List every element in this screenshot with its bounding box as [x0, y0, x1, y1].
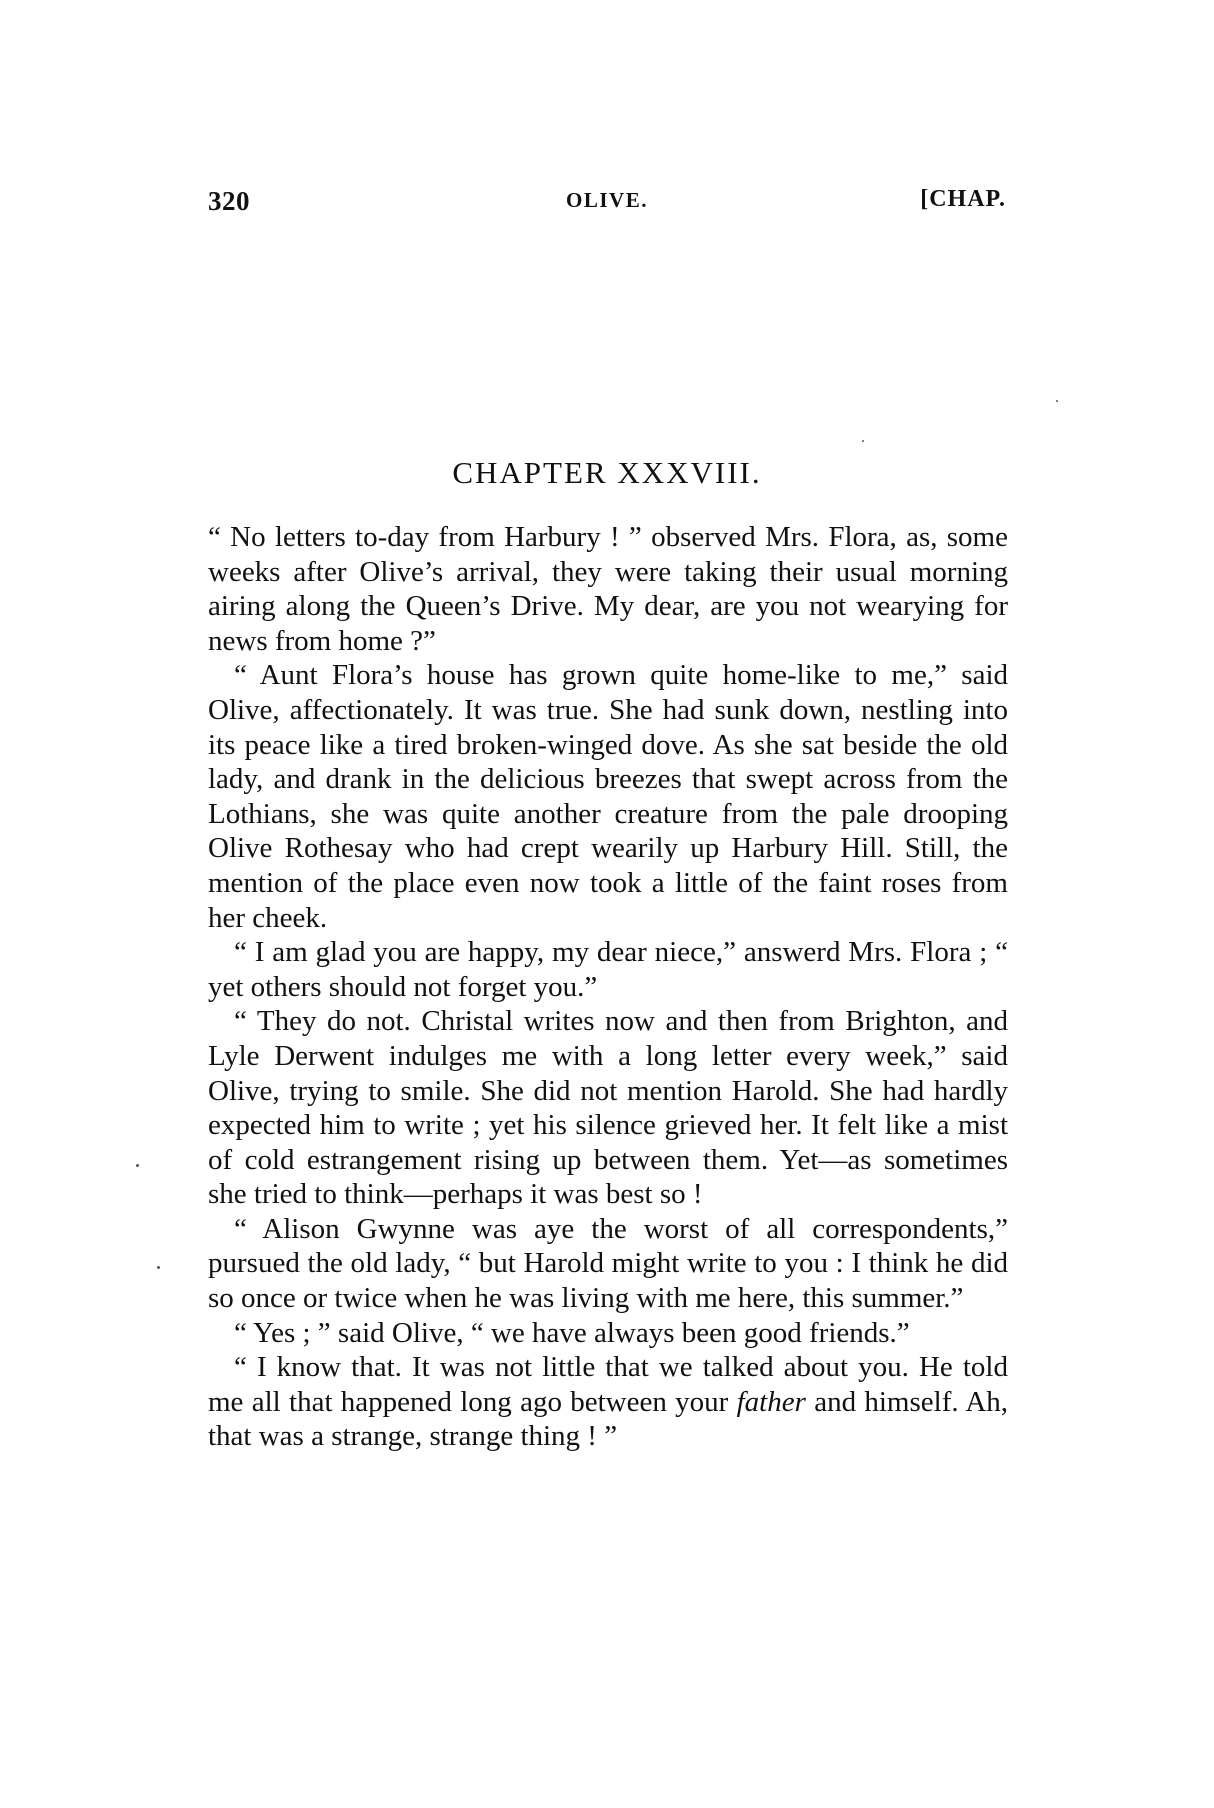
paragraph: “ Yes ; ” said Olive, “ we have always been good friends.”	[234, 1316, 910, 1349]
paragraph	[208, 1350, 1008, 1454]
scan-speck	[157, 1266, 160, 1269]
paragraph: “ Aunt Flora’s house has grown quite home-like to me,” said Olive, affectionately. It was true. She had sunk down, nestling into its peace like a tired broken-winged dove. As she sat beside the old lady, and drank in the delicious breezes that swept across from the Lothians, she was quite another creature from the pale drooping Olive Rothesay who had crept wearily up Harbury Hill. Still, the mention of the place even now took a little of the faint roses from her cheek.	[208, 659, 1008, 934]
chapter-marker: [CHAP.	[920, 186, 1006, 212]
paragraph-text: and himself. Ah, that was a strange, strange thing ! ”	[208, 1385, 1009, 1453]
scan-speck	[862, 440, 864, 442]
paragraph: “ Alison Gwynne was aye the worst of all correspondents,” pursued the old lady, “ but Harold might write to you : I think he did so once or twice when he was living with me here, this summer.”	[208, 1212, 1008, 1315]
paragraph: “ I am glad you are happy, my dear niece,” answerd Mrs. Flora ; “ yet others should not forget you.”	[208, 936, 1008, 1003]
paragraph-text: “ I know that. It was not little that we talked about you. He told me all that happened long ago between your	[208, 1351, 1008, 1418]
running-title: OLIVE.	[566, 188, 648, 212]
scan-speck	[1056, 400, 1058, 402]
paragraph: “ No letters to-day from Harbury ! ” observed Mrs. Flora, as, some weeks after Olive’s arrival, they were taking their usual morning airing along the Queen’s Drive. My dear, are you not wearying for news from home ?”	[208, 521, 1008, 657]
chapter-heading: CHAPTER XXXVIII.	[452, 455, 762, 490]
italic-word: father	[736, 1385, 806, 1418]
paragraph: “ They do not. Christal writes now and then from Brighton, and Lyle Derwent indulges me with a long letter every week,” said Olive, trying to smile. She did not mention Harold. She had hardly expected him to write ; yet his silence grieved her. It felt like a mist of cold estrangement rising up between them. Yet—as sometimes she tried to think—perhaps it was best so !	[208, 1005, 1008, 1211]
page-number: 320	[208, 186, 250, 216]
running-head	[208, 186, 1006, 226]
body-text	[208, 520, 1008, 1454]
scan-speck	[136, 1164, 139, 1167]
